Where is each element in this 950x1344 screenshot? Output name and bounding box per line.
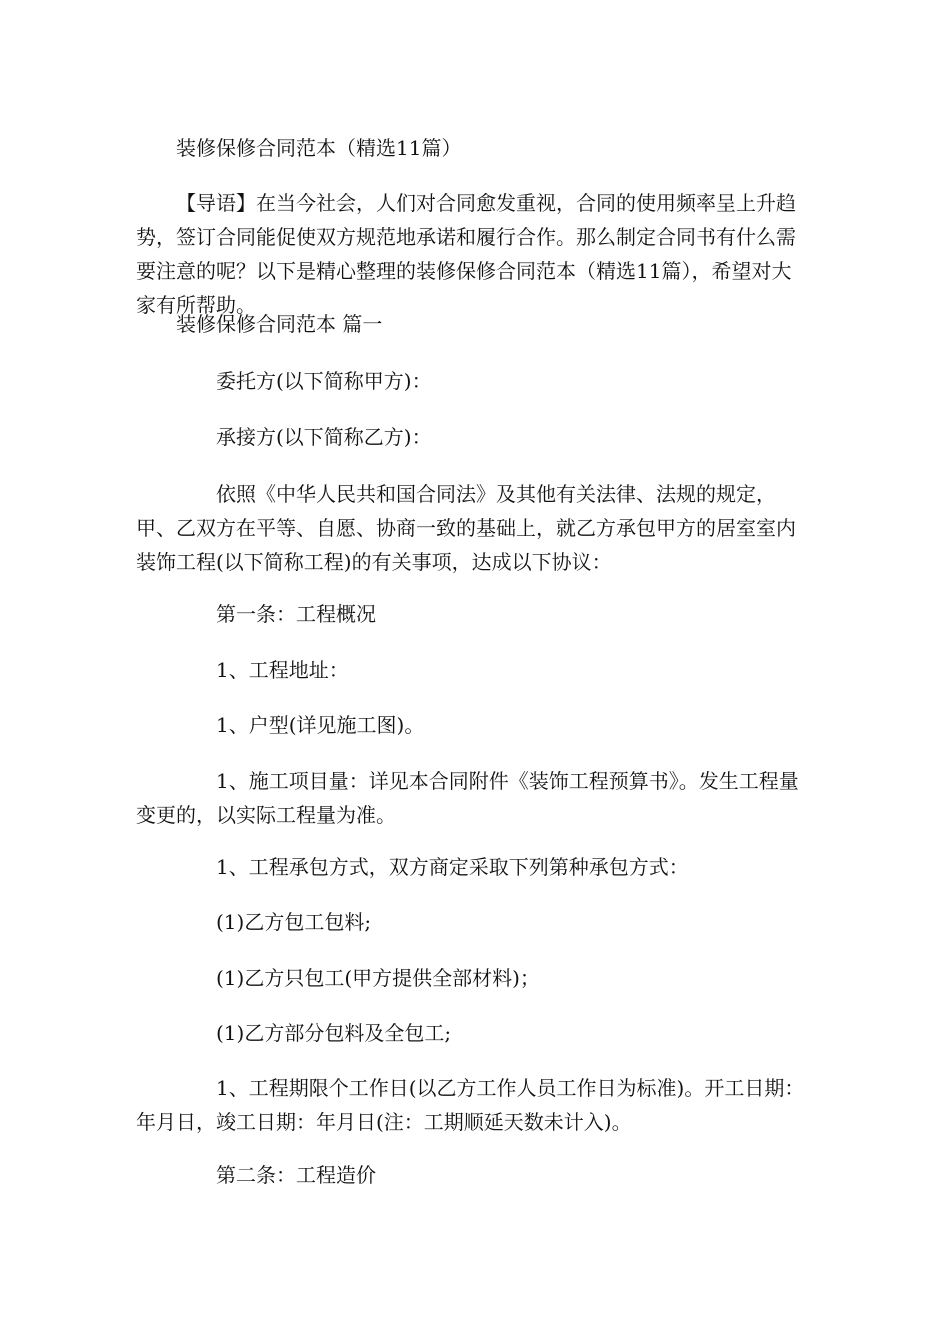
document-title: 装修保修合同范本（精选11篇） [176,136,462,160]
intro-paragraph: 【导语】在当今社会，人们对合同愈发重视，合同的使用频率呈上升趋势，签订合同能促使双方规范地承诺和履行合作。那么制定合同书有什么需要注意的呢？以下是精心整理的装修保修合同范本（精选11篇），希望对大家有所帮助。 [136,191,796,317]
section-heading: 装修保修合同范本 篇一 [176,312,383,336]
clause-work-quantity: 1、施工项目量：详见本合同附件《装饰工程预算书》。发生工程量变更的，以实际工程量为准。 [136,769,799,827]
clause-contract-method: 1、工程承包方式，双方商定采取下列第种承包方式： [216,855,689,879]
option-labor-only: (1)乙方只包工(甲方提供全部材料)； [216,966,540,990]
article-one-heading: 第一条：工程概况 [216,602,376,626]
party-b-line: 承接方(以下简称乙方)： [216,425,432,449]
agreement-paragraph: 依照《中华人民共和国合同法》及其他有关法律、法规的规定，甲、乙双方在平等、自愿、协商一致的基础上，就乙方承包甲方的居室室内装饰工程(以下简称工程)的有关事项，达成以下协议： [136,482,796,574]
option-partial-materials: (1)乙方部分包料及全包工; [216,1021,452,1045]
party-a-line: 委托方(以下简称甲方)： [216,369,432,393]
clause-address: 1、工程地址： [216,658,349,682]
article-two-heading: 第二条：工程造价 [216,1163,376,1187]
option-labor-and-materials: (1)乙方包工包料; [216,910,372,934]
clause-duration: 1、工程期限个工作日(以乙方工作人员工作日为标准)。开工日期：年月日，竣工日期：年月日(注：工期顺延天数未计入)。 [136,1076,805,1134]
clause-layout: 1、户型(详见施工图)。 [216,713,425,737]
